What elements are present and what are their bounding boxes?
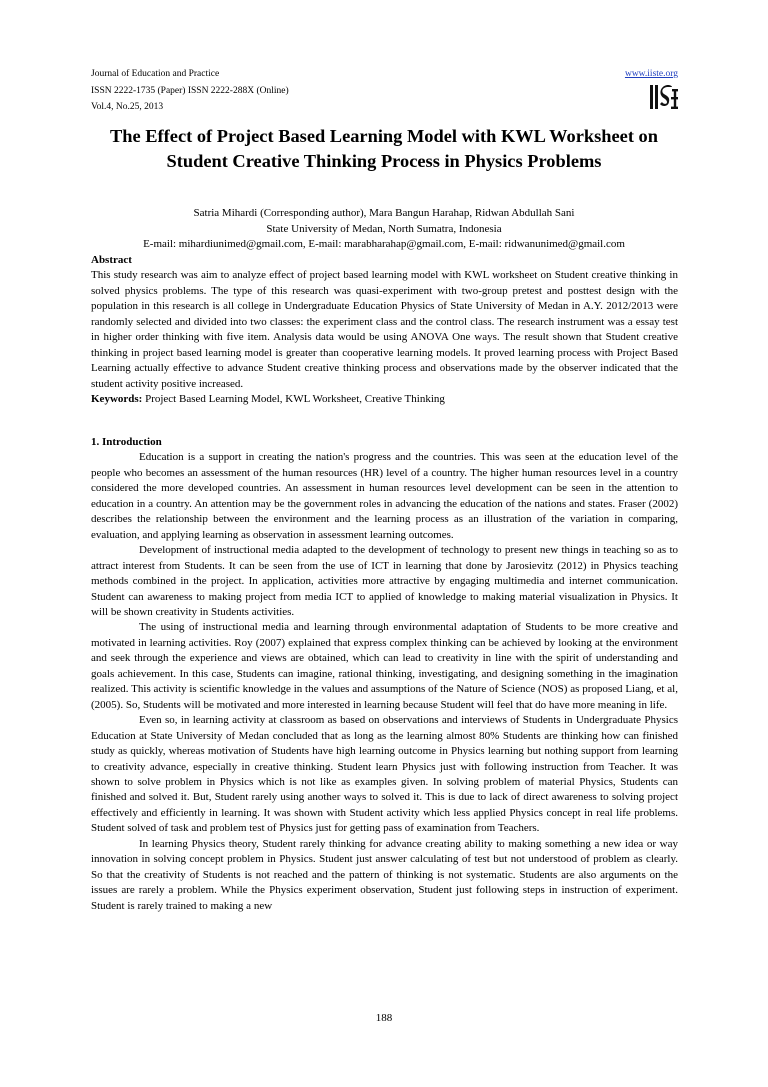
abstract-section — [91, 253, 678, 408]
author-emails: E-mail: mihardiunimed@gmail.com, E-mail: marabharahap@gmail.com, E-mail: ridwanunimed@gmail.com — [143, 238, 625, 250]
journal-header — [91, 66, 289, 116]
journal-name: Journal of Education and Practice — [91, 69, 220, 79]
introduction-heading: 1. Introduction — [91, 436, 162, 448]
introduction-section — [91, 435, 678, 914]
page-number: 188 — [375, 1012, 393, 1024]
author-block — [80, 206, 688, 253]
abstract-text: This study research was aim to analyze effect of project based learning model with KWL worksheet on Student creative thinking in solved physics problems. The type of this research was quasi-experiment with two-group pretest and posttest design with the population in this research is all college in Undergraduate Education Physics of State University of Medan in A.Y. 2012/2013 were randomly selected and divided into two classes: the experiment class and the control class. The research instrument was a essay test in higher order thinking with five item. Analysis data would be using ANOVA One ways. The result shown that Student creative thinking in project based learning model is greater than cooperative learning models. It proved learning process with Project Based Learning actually effective to advance Student creative thinking process and observations made by the observer indicated that the student activity positive increased. — [91, 269, 678, 390]
intro-paragraph: The using of instructional media and learning through environmental adaptation of Students to be more creative and motivated in learning activities. Roy (2007) explained that express complex thinking can be achieved by looking at the environment and seek through the experience and views are obtained, which can lead to creativity in line with the spirit of understanding and goals achievement. In this case, Students can imagine, rational thinking, investigating, and designing something in the imagination realized. This activity is scientific knowledge in the values and assumptions of the Nature of Science (NOS) as proposed Liang, et al, (2005). So, Students will be motivated and more interested in learning because Student will feel that do have more meaning in life. — [91, 621, 678, 711]
paper-title: The Effect of Project Based Learning Model with KWL Worksheet on Student Creative Thinking Process in Physics Problems — [110, 126, 658, 171]
keywords-text: Project Based Learning Model, KWL Worksheet, Creative Thinking — [142, 393, 445, 406]
intro-paragraph: In learning Physics theory, Student rarely thinking for advance creating ability to making something a new idea or way innovation in solving concept problem in Physics. Student just answer calculating of test but not understood of problem as clearly. So that the creativity of Students is not reached and the pattern of thinking is not systematic. Students are also arguments on the issues are rarely a problem. While the Physics experiment observation, Student just following steps in instruction of experiment. Student is rarely trained to making a new — [91, 837, 678, 912]
intro-paragraph: Even so, in learning activity at classroom as based on observations and interviews of Students in Undergraduate Physics Education at State University of Medan concluded that as long as the learning almost 80% Students are thinking how can finished study as quickly, whereas motivation of Students have high learning outcome in Physics learning but nothing support from learning to creativity advance, especially in creative thinking. Student learn Physics just with following instruction from Teacher. It was shown to solve problem in Physics which is not like as examples given. In solving problem of material Physics, Students can finished and solved it. But, Student rarely using another ways to solved it. This is due to lack of direct awareness to solving project effectively and efficiently in learning. It was shown with Student activity which less applied Physics concept in real life problems. Student solved of task and problem test of Physics just for getting pass of examination from Teachers. — [91, 714, 678, 835]
author-names: Satria Mihardi (Corresponding author), Mara Bangun Harahap, Ridwan Abdullah Sani — [193, 207, 575, 219]
keywords-line — [91, 392, 678, 407]
intro-paragraph: Development of instructional media adapted to the development of technology to present new things in teaching so as to attract interest from Students. It can be seen from the use of ICT in learning that done by Jarosievitz (2012) in Physics teaching methods combined in the project. In application, activities more attractive by engaging multimedia and internet communication. Student can awareness to making project from media ICT to applied of knowledge to making material visualization in Physics. It will be shown creativity in Students activities. — [91, 544, 678, 618]
journal-volume: Vol.4, No.25, 2013 — [91, 102, 164, 112]
author-affiliation: State University of Medan, North Sumatra, Indonesia — [266, 222, 502, 235]
journal-issn: ISSN 2222-1735 (Paper) ISSN 2222-288X (Online) — [91, 85, 289, 96]
abstract-heading: Abstract — [91, 254, 132, 266]
intro-paragraph: Education is a support in creating the nation's progress and the countries. This was seen at the education level of the people who becomes an assessment of the human resources (HR) level of a country. The higher human resources level in a country considered the more developed countries. An assessment in human resources level development can be seen in the attention to education in a country. An attention may be the government roles in advancing the education of the nations and states. Fraser (2002) describes the relationship between the environment and the learning process as an illustration of the variation in comparing, evaluation, and applying learning as observation in assessment learning outcomes. — [91, 451, 678, 541]
keywords-label: Keywords: — [91, 393, 143, 406]
journal-url-link[interactable]: www.iiste.org — [624, 69, 678, 79]
iiste-logo — [650, 83, 678, 111]
